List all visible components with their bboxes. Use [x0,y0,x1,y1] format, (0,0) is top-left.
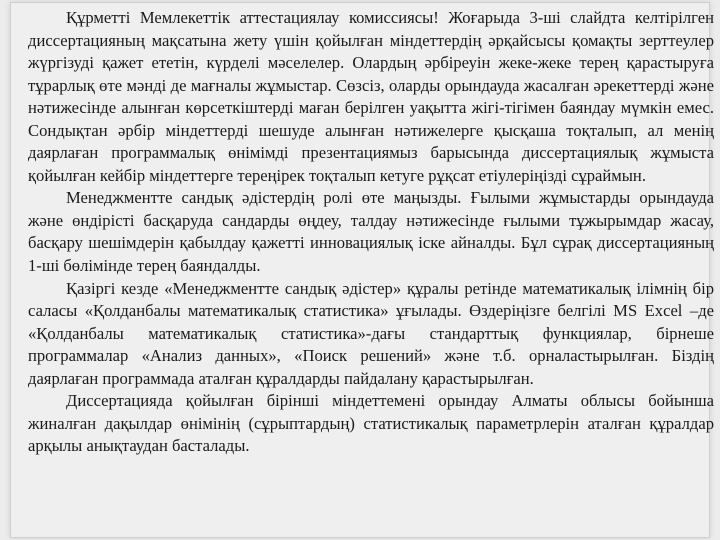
document-page [10,2,714,538]
paragraph-2: Менеджментте сандық әдістердің ролі өте маңызды. Ғылыми жұмыстарды орындауда және өндірісті басқаруда сандарды өңдеу, талдау нәтижесінде ғылыми тұжырымдар жасау, басқару шешімдерін қабылдау қажетті инновациялық іске айналды. Бұл сұрақ диссертацияның 1-ші бөлімінде терең баяндалды. [28,188,714,276]
document-body [28,7,714,458]
paragraph-3: Қазіргі кезде «Менеджментте сандық әдістер» құралы ретінде математикалық ілімнің бір саласы «Қолданбалы математикалық статистика» ұғылады. Өздеріңізге белгілі MS Excel –де «Қолданбалы математикалық статистика»-дағы стандарттық функциялар, бірнеше программалар «Анализ данных», «Поиск решений» және т.б. орналастырылған. Біздің даярлаған программада аталған құралдарды пайдалану қарастырылған. [28,278,714,388]
paragraph-4: Диссертацияда қойылған бірінші міндеттемені орындау Алматы облысы бойынша жиналған дақылдар өнімінің (сұрыптардың) статистикалық параметрлерін аталған құралдар арқылы анықтаудан басталады. [28,391,714,456]
paragraph-1: Құрметті Мемлекеттік аттестациялау комиссиясы! Жоғарыда 3-ші слайдта келтірілген диссертацияның мақсатына жету үшін қойылған міндеттердің әрқайсысы қомақты зерттеулер жүргізуді қажет ететін, күрделі мәселелер. Олардың әрбіреуін жеке-жеке терең қарастыруға тұрарлық өте мәнді де мағналы жұмыстар. Сөзсіз, оларды орындауда жасалған әрекеттерді және нәтижесінде алынған көрсеткіштерді маған берілген уақытта жігі-тігімен баяндау мүмкін емес. Сондықтан әрбір міндеттерді шешуде алынған нәтижелерге қысқаша тоқталып, ал менің даярлаған программалық өнімімді презентациямыз барысында диссертациялық жұмыста қойылған кейбір міндеттерге тереңірек тоқталып кетуге рұқсат етіулеріңізді сұраймын. [28,8,714,185]
